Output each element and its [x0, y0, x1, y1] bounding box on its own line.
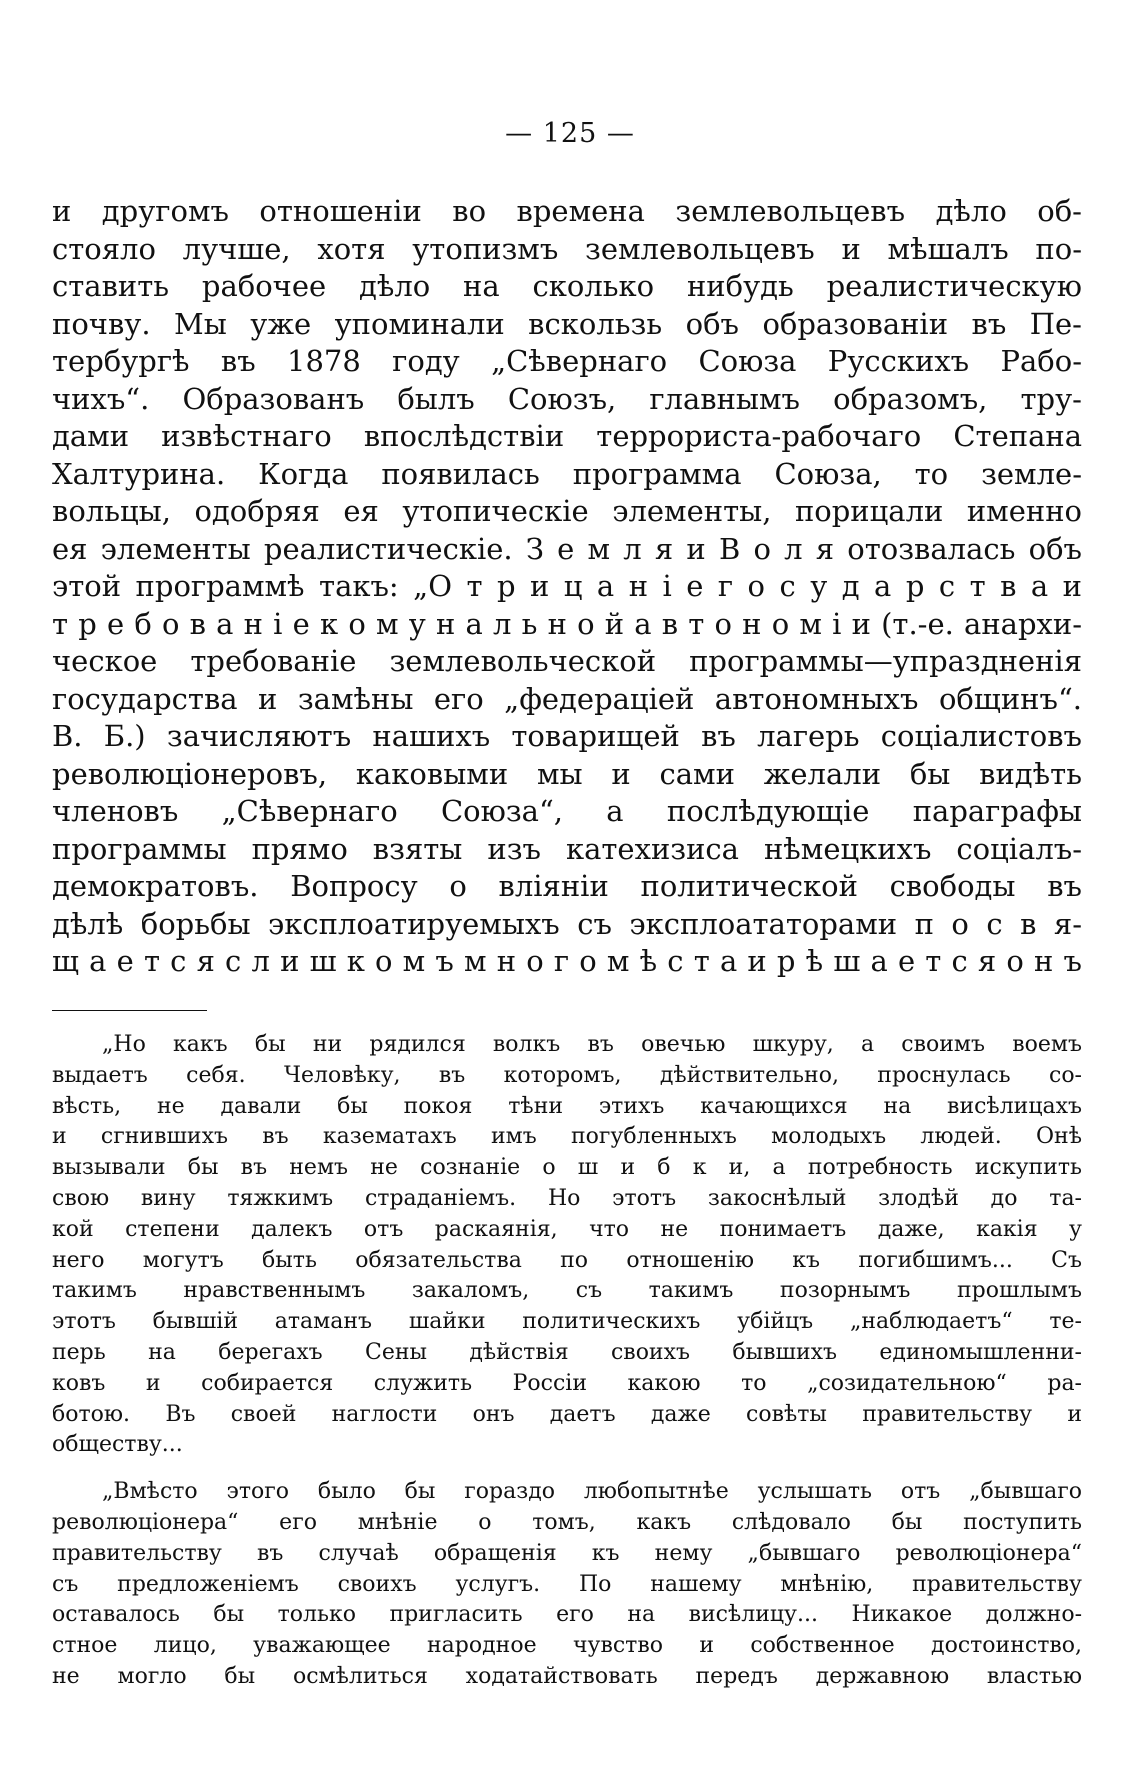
main-text-block: [52, 193, 1082, 981]
footnote-line: ковъ и собирается служить Россіи какою то „созидательною“ ра-: [52, 1370, 1082, 1396]
footnote-line: стное лицо, уважающее народное чувство и собственное достоинство,: [52, 1633, 1082, 1659]
page-number: — 125 —: [505, 118, 635, 149]
footnote-line: съ предложеніемъ своихъ услугъ. По нашему мнѣнію, правительству: [52, 1571, 1082, 1597]
footnote-line: этотъ бывшій атаманъ шайки политическихъ убійцъ „наблюдаетъ“ те-: [52, 1309, 1082, 1335]
text-line: и другомъ отношеніи во времена землевольцевъ дѣло об-: [52, 194, 1082, 228]
footnote-line: правительству въ случаѣ обращенія къ нему „бывшаго революціонера“: [52, 1540, 1082, 1566]
text-line: вольцы, одобряя ея утопическіе элементы, порицали именно: [52, 494, 1082, 528]
text-line: революціонеровъ, каковыми мы и сами желали бы видѣть: [52, 756, 1082, 791]
footnote-line: вѣсть, не давали бы покоя тѣни этихъ качающихся на висѣлицахъ: [52, 1093, 1082, 1119]
text-line: Халтурина. Когда появилась программа Союза, то земле-: [52, 456, 1082, 491]
text-line: В. Б.) зачисляютъ нашихъ товарищей въ лагерь соціалистовъ: [52, 719, 1082, 753]
footnote-line: „Вмѣсто этого было бы гораздо любопытнѣе услышать отъ „бывшаго: [102, 1479, 1082, 1505]
footnote-line: ботою. Въ своей наглости онъ даетъ даже совѣты правительству и: [52, 1401, 1082, 1427]
text-line: дами извѣстнаго впослѣдствіи террориста-рабочаго Степана: [52, 419, 1082, 453]
footnote-line: такимъ нравственнымъ закаломъ, съ такимъ позорнымъ прошлымъ: [52, 1278, 1082, 1304]
footnote-line: революціонера“ его мнѣніе о томъ, какъ слѣдовало бы поступить: [52, 1509, 1082, 1535]
footnote-line: него могутъ быть обязательства по отношенію къ погибшимъ... Съ: [52, 1247, 1082, 1273]
footnote-line: и сгнившихъ въ казематахъ имъ погубленныхъ молодыхъ людей. Онѣ: [52, 1124, 1082, 1150]
footnote-line: выдаетъ себя. Человѣку, въ которомъ, дѣйствительно, проснулась со-: [52, 1062, 1082, 1088]
footnote-line: не могло бы осмѣлиться ходатайствовать передъ державною властью: [52, 1663, 1082, 1689]
text-line: т р е б о в а н і е к о м у н а л ь н о й а в т о н о м і и (т.-е. анархи-: [52, 606, 1082, 641]
text-line: почву. Мы уже упоминали вскользь объ образованіи въ Пе-: [52, 306, 1082, 341]
text-line: стояло лучше, хотя утопизмъ землевольцевъ и мѣшалъ по-: [52, 231, 1082, 266]
text-line: ставить рабочее дѣло на сколько нибудь реалистическую: [52, 269, 1082, 303]
text-line: этой программѣ такъ: „О т р и ц а н і е г о с у д а р с т в а и: [52, 569, 1082, 603]
text-line: чихъ“. Образованъ былъ Союзъ, главнымъ образомъ, тру-: [52, 381, 1082, 416]
footnote-line: вызывали бы въ немъ не сознаніе о ш и б к и, а потребность искупить: [52, 1155, 1082, 1181]
footnote-block: [52, 1030, 1082, 1693]
text-line: программы прямо взяты изъ катехизиса нѣмецкихъ соціалъ-: [52, 831, 1082, 866]
footnote-line: „Но какъ бы ни рядился волкъ въ овечью шкуру, а своимъ воемъ: [102, 1032, 1082, 1057]
footnote-line: обществу...: [52, 1432, 183, 1458]
text-line: тербургѣ въ 1878 году „Сѣвернаго Союза Русскихъ Рабо-: [52, 344, 1082, 378]
text-line: ея элементы реалистическіе. З е м л я и В о л я отозвалась объ: [52, 531, 1082, 566]
footnote-line: свою вину тяжкимъ страданіемъ. Но этотъ закоснѣлый злодѣй до та-: [52, 1185, 1082, 1211]
footnote-line: кой степени далекъ отъ раскаянія, что не понимаетъ даже, какія у: [52, 1216, 1082, 1242]
footnote-divider: [52, 1010, 207, 1011]
text-line: демократовъ. Вопросу о вліяніи политической свободы въ: [52, 869, 1082, 903]
text-line: дѣлѣ борьбы эксплоатируемыхъ съ эксплоататорами п о с в я-: [52, 906, 1082, 941]
text-line: членовъ „Сѣвернаго Союза“, а послѣдующіе параграфы: [52, 794, 1082, 828]
text-line: ческое требованіе землевольческой программы—упраздненія: [52, 644, 1082, 678]
paragraph-gap: [52, 1461, 1082, 1477]
text-line: щ а е т с я с л и ш к о м ъ м н о г о м ѣ с т а и р ѣ ш а е т с я о н ъ: [52, 944, 1082, 978]
footnote-line: перь на берегахъ Сены дѣйствія своихъ бывшихъ единомышленни-: [52, 1339, 1082, 1365]
footnote-line: оставалось бы только пригласить его на висѣлицу... Никакое должно-: [52, 1602, 1082, 1628]
text-line: государства и замѣны его „федераціей автономныхъ общинъ“.: [52, 681, 1082, 716]
